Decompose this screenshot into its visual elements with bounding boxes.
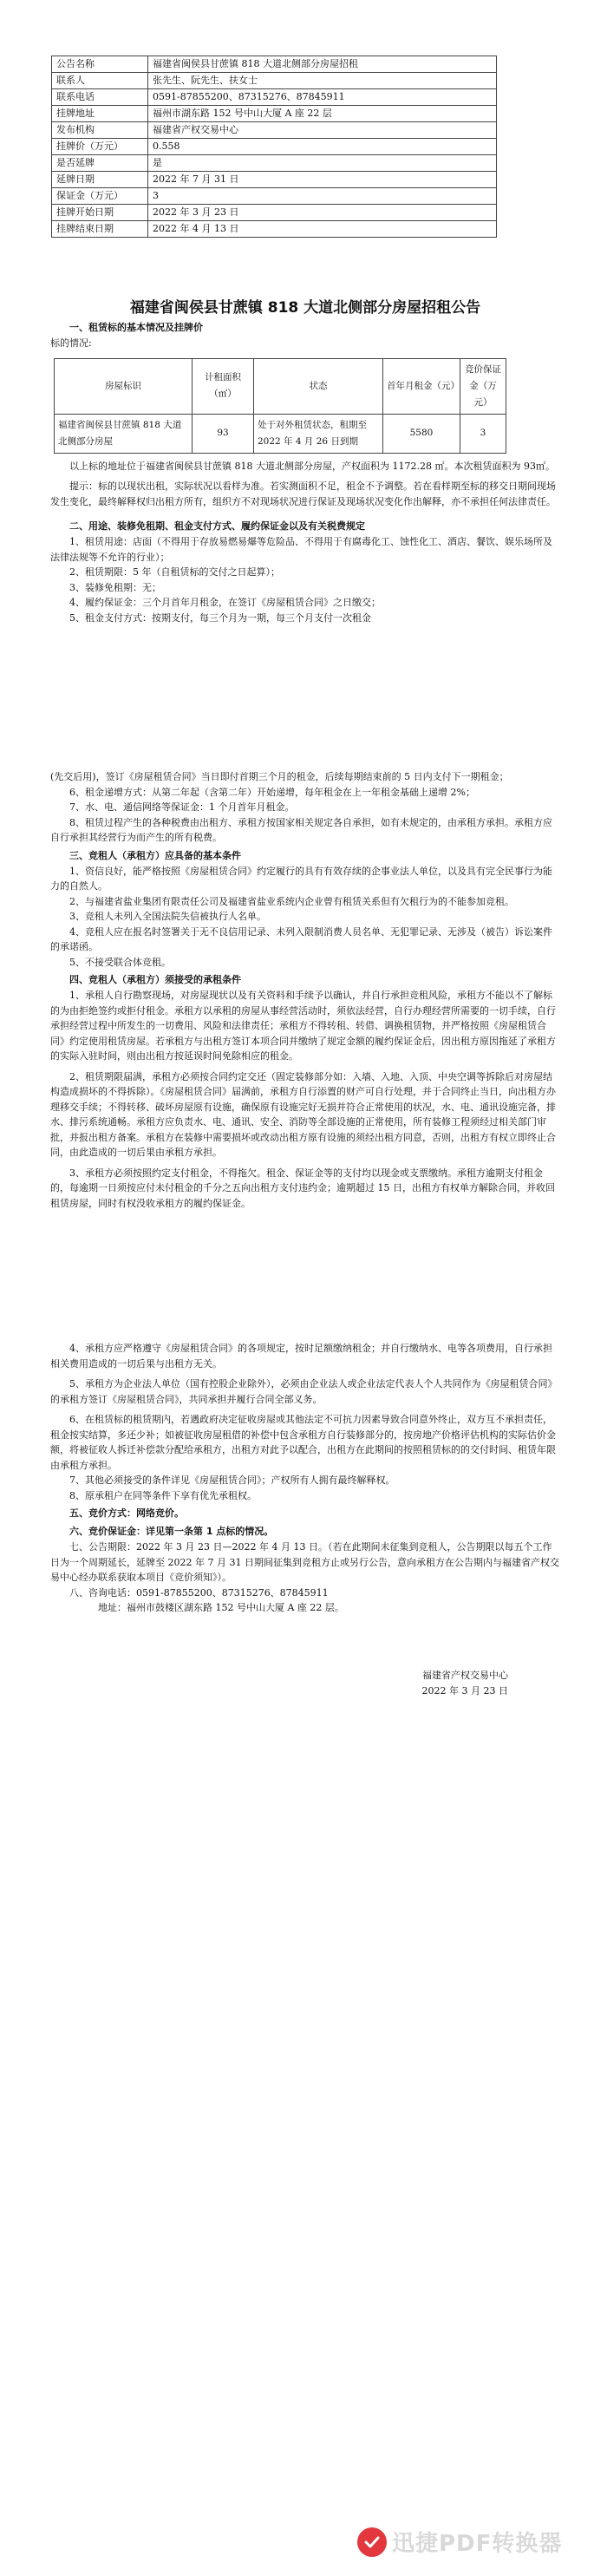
paragraph: 3、竞租人未列入全国法院失信被执行人名单。: [69, 911, 266, 922]
paragraph: 4、竞租人应在报名时签署关于无不良信用记录、未列入限制消费人员名单、无犯罪记录、无涉及（被告）诉讼案件的承诺函。: [50, 925, 552, 952]
paragraph: 3、装修免租期：无；: [69, 581, 161, 593]
paragraph: 6、租金递增方式：从第二年起（含第二年）开始递增，每年租金在上一年租金基础上递增 2%；: [69, 786, 475, 798]
paragraph: 2、租赁期限届满，承租方必须按合同约定交还（固定装修部分如：入墙、入地、入顶、中央空调等拆除后对房屋结构造成损坏的不得拆除）。《房屋租赁合同》届满前，承租方自行添置的财产可自行处理，并于合同终止当日，向出租方办理移交手续；不得转移、破坏房屋原有设施，确保原有设施完好无损并符合正常使用的状况，水、电、通讯设施完备，排水、排污系统通畅。承租方应负责水、电、通讯、安全、消防等全部设施的正常使用，所有装修工程须经过相关部门审批，并报出租方备案。承租方在装修中需要损坏或改动出租方原有设施的须经出租方同意，否则，出租方有权立即终止合同，由此造成的一切后果由承租方承担。: [50, 1070, 556, 1158]
section-4-heading: 四、竞租人（承租方）须接受的承租条件: [69, 974, 241, 985]
info-value: 2022 年 7 月 31 日: [148, 172, 497, 188]
info-value: 张先生、阮先生、扶女士: [148, 73, 497, 89]
paragraph: 5、不接受联合体竞租。: [69, 956, 171, 968]
info-row: [52, 139, 497, 155]
info-key: 保证金（万元）: [52, 188, 148, 205]
page-gap: [50, 625, 560, 769]
paragraph: 5、承租方为企业法人单位（国有控股企业除外），必须由企业法人或企业法定代表人个人共同作为《房屋租赁合同》的承租方签订《房屋租赁合同》，共同承担并履行合同全部义务。: [50, 1378, 558, 1405]
section-1-heading: 一、租赁标的基本情况及挂牌价: [69, 322, 203, 333]
lease-cell: 5580: [383, 414, 460, 453]
lease-header-cell: 计租面积（㎡）: [193, 358, 254, 414]
watermark-text: 迅捷PDF转换器: [392, 2531, 563, 2557]
paragraph: 提示：标的以现状出租，实际状况以看样为准。若实测面积不足，租金不予调整。若在看样期至标的移交日期间现场发生变化，最终解释权归出租方所有，组织方不对现场状况进行保证及现场状况变化作出解释，亦不承担任何法律责任。: [50, 481, 556, 507]
info-key: 联系人: [52, 73, 148, 89]
lease-cell: 处于对外租赁状态，租期至 2022 年 4 月 26 日到期: [254, 414, 383, 453]
signature-date: 2022 年 3 月 23 日: [421, 1684, 508, 1697]
info-key: 联系电话: [52, 89, 148, 106]
info-row: [52, 188, 497, 205]
section-2-heading: 二、用途、装修免租期、租金支付方式、履约保证金以及有关税费规定: [69, 520, 365, 532]
section-1-intro: 标的情况:: [50, 337, 92, 349]
paragraph: 3、承租方必须按照约定支付租金，不得拖欠。租金、保证金等的支付均以现金或支票缴纳。承租方逾期支付租金的，每逾期一日须按应付未付租金的千分之五向出租方支付违约金；逾期超过 15 日，出租方有权单方解除合同，并收回租赁房屋，同时有权没收承租方的履约保证金。: [50, 1167, 555, 1209]
paragraph: 7、水、电、通信网络等保证金：1 个月首年月租金。: [69, 801, 295, 813]
info-key: 发布机构: [52, 122, 148, 139]
section-6-heading: 六、竞价保证金：详见第一条第 1 点标的情况。: [69, 1526, 274, 1537]
paragraph: 以上标的地址位于福建省闽侯县甘蔗镇 818 大道北侧部分房屋，产权面积为 1172.28 ㎡。本次租赁面积为 93㎡。: [69, 460, 555, 472]
info-row: [52, 122, 497, 139]
paragraph: 8、租赁过程产生的各种税费由出租方、承租方按国家相关规定各自承担，如有未规定的，由承租方承担。承租方应自行承担其经营行为而产生的所有税费。: [50, 816, 552, 843]
info-key: 挂牌开始日期: [52, 205, 148, 221]
info-row: [52, 155, 497, 172]
lease-header-cell: 首年月租金（元）: [383, 358, 460, 414]
info-key: 挂牌结束日期: [52, 221, 148, 238]
info-row: [52, 73, 497, 89]
paragraph: 1、资信良好，能严格按照《房屋租赁合同》约定履行的具有有效存续的企事业法人单位，以及具有完全民事行为能力的自然人。: [50, 865, 552, 892]
info-row: [52, 172, 497, 188]
paragraph: 2、与福建省盐业集团有限责任公司及福建省盐业系统内企业曾有租赁关系但有欠租行为的不能参加竞租。: [69, 895, 514, 907]
paragraph: 6、在租赁标的租赁期内，若遇政府决定征收房屋或其他法定不可抗力因素导致合同意外终止，双方互不承担责任，租金按实结算，多还少补；如被征收房屋租借的补偿中包含承租方自行装修部分的，按房地产价格评估机构的实际估价金额，将被征收人拆迁补偿款分配给承租方，出租方对此予以配合，出租方在此期间的按照租赁标的的交付时间、租赁年限由承租方承担。: [50, 1414, 556, 1471]
watermark: [357, 2526, 562, 2558]
lease-cell: 福建省闽侯县甘蔗镇 818 大道北侧部分房屋: [55, 414, 193, 453]
section-8-paragraph: 八、咨询电话：0591-87855200、87315276、87845911: [69, 1586, 329, 1599]
lease-table: [54, 358, 506, 454]
paragraph: 2、租赁期限：5 年（自租赁标的交付之日起算）；: [69, 566, 280, 578]
lease-table-row: [55, 414, 506, 453]
notice-body: [50, 295, 560, 1699]
lease-header-cell: 房屋标识: [55, 358, 193, 414]
info-key: 挂牌地址: [52, 106, 148, 122]
address-line: 地址：福州市鼓楼区湖东路 152 号中山大厦 A 座 22 层。: [98, 1602, 344, 1613]
paragraph: 1、承租人自行勘察现场，对房屋现状以及有关资料和手续予以确认，并自行承担竞租风险，承租方不能以不了解标的为由拒绝签约或拒付租金。承租方以承租的房屋从事经营活动时，须依法经营，自行办理经营所需要的一切手续，自行承担经营过程中所发生的一切费用、风险和法律责任；承租方不得转租、转借、调换租赁物，并严格按照《房屋租赁合同》约定使用租赁房屋。若承租方与出租方签订本项合同并缴纳了规定金额的履约保证金后，因出租方原因拖延了承租方的实际入驻时间，则由出租方按延误时间免除相应的租金。: [50, 990, 556, 1062]
paragraph: (先交后用)，签订《房屋租赁合同》当日即付首期三个月的租金，后续每期结束前的 5 日内支付下一期租金；: [50, 771, 509, 782]
lease-header-cell: 竞价保证金（万元）: [460, 358, 506, 414]
info-row: [52, 89, 497, 106]
scan-logo-icon: [357, 2527, 387, 2557]
info-row: [52, 205, 497, 221]
info-row: [52, 221, 497, 238]
paragraph: 8、原承租户在同等条件下享有优先承租权。: [69, 1489, 257, 1501]
info-key: 是否延牌: [52, 155, 148, 172]
section-7-paragraph: 七、公告期限：2022 年 3 月 23 日—2022 年 4 月 13 日。（若在此期间未征集到竞租人，公告期限以每五个工作日为一个周期延长，延牌至 2022 年 7 月 31 日期间征集到竞租方止或另行公告，意向承租方在公告期内与福建省产权交易中心经办联系获取本项目《竞价须知》）。: [50, 1541, 559, 1583]
page-gap: [50, 1211, 560, 1341]
lease-cell: 3: [460, 414, 506, 453]
paragraph: 7、其他必须接受的条件详见《房屋租赁合同》；产权所有人拥有最终解释权。: [69, 1474, 395, 1486]
info-key: 公告名称: [52, 56, 148, 73]
lease-table-header-row: [55, 358, 506, 414]
section-5-heading: 五、竞价方式：网络竞价。: [69, 1507, 184, 1519]
paragraph: 4、承租方应严格遵守《房屋租赁合同》的各项规定，按时足额缴纳租金；并自行缴纳水、电等各项费用，自行承担相关费用造成的一切后果与出租方无关。: [50, 1343, 552, 1370]
paragraph: 1、租赁用途：店面（不得用于存放易燃易爆等危险品、不得用于有腐毒化工、蚀性化工、酒店、餐饮、娱乐场所及法律法规等不允许的行业）；: [50, 536, 552, 563]
lease-header-cell: 状态: [254, 358, 383, 414]
info-key: 延牌日期: [52, 172, 148, 188]
signature-gap: [50, 1616, 560, 1668]
info-value: 福建省产权交易中心: [148, 122, 497, 139]
info-value: 是: [148, 155, 497, 172]
paragraph: 5、租金支付方式：按期支付，每三个月为一期，每三个月支付一次租金: [69, 611, 371, 624]
info-row: [52, 106, 497, 122]
info-value: 福州市湖东路 152 号中山大厦 A 座 22 层: [148, 106, 497, 122]
info-row: [52, 56, 497, 73]
signature-org: 福建省产权交易中心: [422, 1669, 508, 1681]
info-value: 0591-87855200、87315276、87845911: [148, 89, 497, 106]
info-value: 福建省闽侯县甘蔗镇 818 大道北侧部分房屋招租: [148, 56, 497, 73]
info-value: 3: [148, 188, 497, 205]
paragraph: 4、履约保证金：三个月首年月租金，在签订《房屋租赁合同》之日缴交；: [69, 597, 381, 608]
section-3-heading: 三、竞租人（承租方）应具备的基本条件: [69, 849, 241, 861]
info-value: 2022 年 3 月 23 日: [148, 205, 497, 221]
info-key: 挂牌价（万元）: [52, 139, 148, 155]
listing-info-table: [51, 56, 497, 238]
info-value: 2022 年 4 月 13 日: [148, 221, 497, 238]
lease-cell: 93: [193, 414, 254, 453]
info-value: 0.558: [148, 139, 497, 155]
notice-title: 福建省闽侯县甘蔗镇 818 大道北侧部分房屋招租公告: [129, 299, 481, 317]
